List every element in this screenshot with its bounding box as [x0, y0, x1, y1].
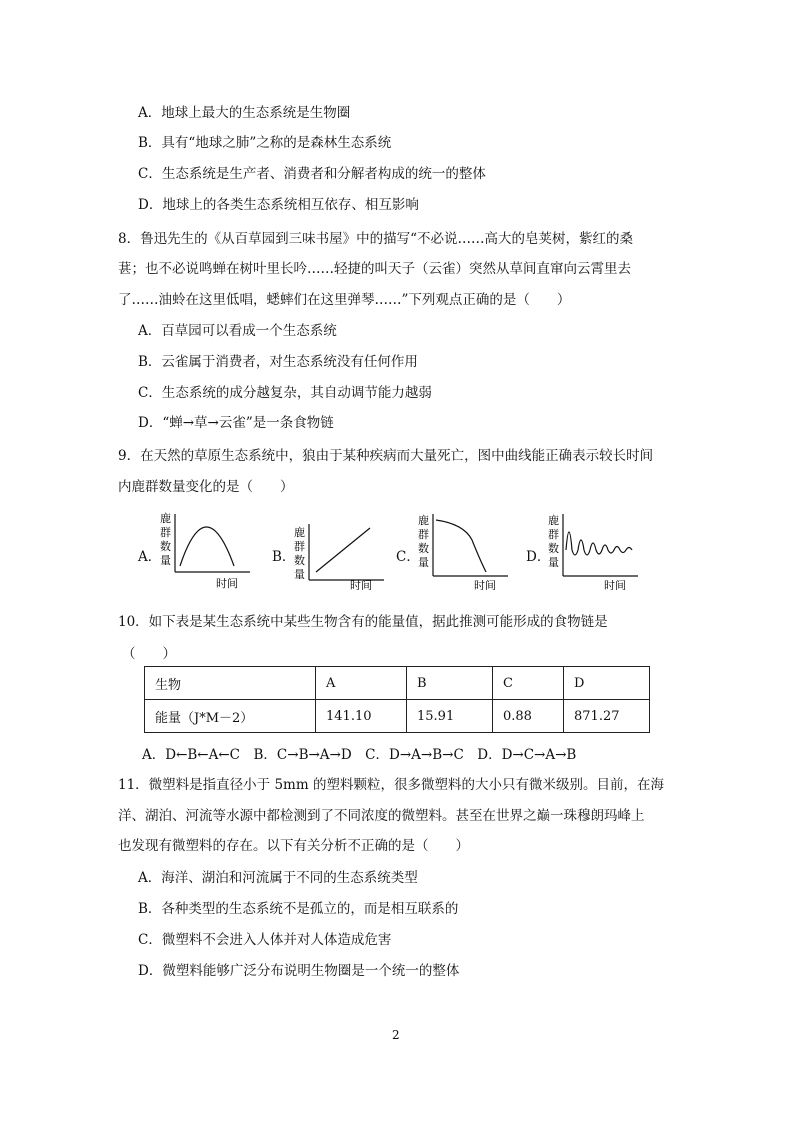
- energy-table: [144, 666, 650, 733]
- q9-stem-line-2: 内鹿群数量变化的是（ ）: [118, 479, 294, 495]
- q9-graph-c-letter: C．: [396, 549, 420, 565]
- y-label-char: 数: [418, 542, 429, 555]
- q7-option-b: B．具有“地球之肺”之称的是森林生态系统: [138, 135, 392, 151]
- y-label-char: 数: [294, 554, 305, 567]
- table-cell: 能量（J*M－2）: [145, 700, 316, 733]
- y-label-char: 数: [160, 540, 171, 553]
- q10-options: A．D←B←A←C B．C→B→A→D C．D→A→B→C D．D→C→A→B: [142, 747, 577, 763]
- q10-answer-paren: （ ）: [122, 646, 176, 662]
- q7-option-a: A．地球上最大的生态系统是生物圈: [138, 105, 351, 121]
- table-row: [145, 667, 650, 700]
- q8-option-d: D．“蝉→草→云雀”是一条食物链: [138, 415, 334, 431]
- y-label-char: 量: [294, 568, 305, 581]
- q9-graph-b: [292, 510, 392, 590]
- curve-rise-fall: [180, 527, 234, 566]
- q8-option-a: A．百草园可以看成一个生态系统: [138, 323, 337, 339]
- y-label-char: 群: [418, 528, 429, 541]
- x-label: 时间: [604, 579, 626, 590]
- table-cell: 0.88: [493, 700, 564, 733]
- q8-stem-line-1: 8．鲁迅先生的《从百草园到三味书屋》中的描写“不必说……高大的皂荚树，紫红的桑: [118, 231, 633, 247]
- y-label-char: 鹿: [294, 526, 305, 539]
- q9-graph-d: [546, 510, 646, 590]
- q11-option-a: A．海洋、湖泊和河流属于不同的生态系统类型: [138, 870, 418, 886]
- q11-stem-line-3: 也发现有微塑料的存在。以下有关分析不正确的是（ ）: [118, 838, 469, 854]
- q7-option-d: D．地球上的各类生态系统相互依存、相互影响: [138, 197, 419, 213]
- curve-linear: [316, 528, 370, 572]
- q9-graph-a-letter: A．: [138, 549, 162, 565]
- table-header-cell: B: [407, 667, 493, 700]
- q9-graph-a: [158, 510, 258, 590]
- q9-graph-d-letter: D．: [526, 549, 551, 565]
- y-label-char: 量: [160, 554, 171, 567]
- q8-option-c: C．生态系统的成分越复杂，其自动调节能力越弱: [138, 385, 432, 401]
- q11-option-d: D．微塑料能够广泛分布说明生物圈是一个统一的整体: [138, 963, 460, 979]
- table-cell: 141.10: [316, 700, 407, 733]
- table-cell: 871.27: [564, 700, 650, 733]
- q8-stem-line-3: 了……油蛉在这里低唱，蟋蟀们在这里弹琴……”下列观点正确的是（ ）: [118, 292, 571, 308]
- table-header-cell: 生物: [145, 667, 316, 700]
- q9-graph-b-letter: B．: [272, 549, 296, 565]
- x-label: 时间: [350, 579, 372, 590]
- y-label-char: 群: [294, 540, 305, 553]
- y-label-char: 量: [548, 556, 559, 569]
- q9-stem-line-1: 9．在天然的草原生态系统中，狼由于某种疾病而大量死亡，图中曲线能正确表示较长时间: [118, 448, 654, 464]
- x-label: 时间: [474, 579, 496, 590]
- y-label-char: 数: [548, 542, 559, 555]
- table-cell: 15.91: [407, 700, 493, 733]
- y-label: [160, 511, 171, 567]
- y-label-char: 群: [548, 528, 559, 541]
- q11-option-b: B．各种类型的生态系统不是孤立的，而是相互联系的: [138, 901, 459, 917]
- table-header-cell: C: [493, 667, 564, 700]
- q8-option-b: B．云雀属于消费者，对生态系统没有任何作用: [138, 354, 418, 370]
- table-header-cell: D: [564, 667, 650, 700]
- y-label-char: 鹿: [418, 514, 429, 527]
- q11-stem-line-1: 11．微塑料是指直径小于 5mm 的塑料颗粒，很多微塑料的大小只有微米级别。目前，在海: [118, 777, 664, 793]
- q11-stem-line-2: 洋、湖泊、河流等水源中都检测到了不同浓度的微塑料。甚至在世界之巅一珠穆朗玛峰上: [118, 808, 645, 824]
- q8-stem-line-2: 葚；也不必说鸣蝉在树叶里长吟……轻捷的叫天子（云雀）突然从草间直窜向云霄里去: [118, 261, 631, 277]
- y-label-char: 量: [418, 556, 429, 569]
- x-label: 时间: [216, 577, 238, 590]
- y-label-char: 鹿: [548, 514, 559, 527]
- table-header-cell: A: [316, 667, 407, 700]
- q10-stem: 10．如下表是某生态系统中某些生物含有的能量值，据此推测可能形成的食物链是: [118, 614, 608, 630]
- curve-oscillating: [566, 532, 632, 555]
- curve-drop: [436, 520, 486, 572]
- table-row: [145, 700, 650, 733]
- q11-option-c: C．微塑料不会进入人体并对人体造成危害: [138, 932, 392, 948]
- q9-graph-c: [416, 510, 516, 590]
- y-label-char: 鹿: [160, 512, 171, 525]
- page-number: 2: [392, 1028, 400, 1042]
- q7-option-c: C．生态系统是生产者、消费者和分解者构成的统一的整体: [138, 166, 486, 182]
- y-label-char: 群: [160, 526, 171, 539]
